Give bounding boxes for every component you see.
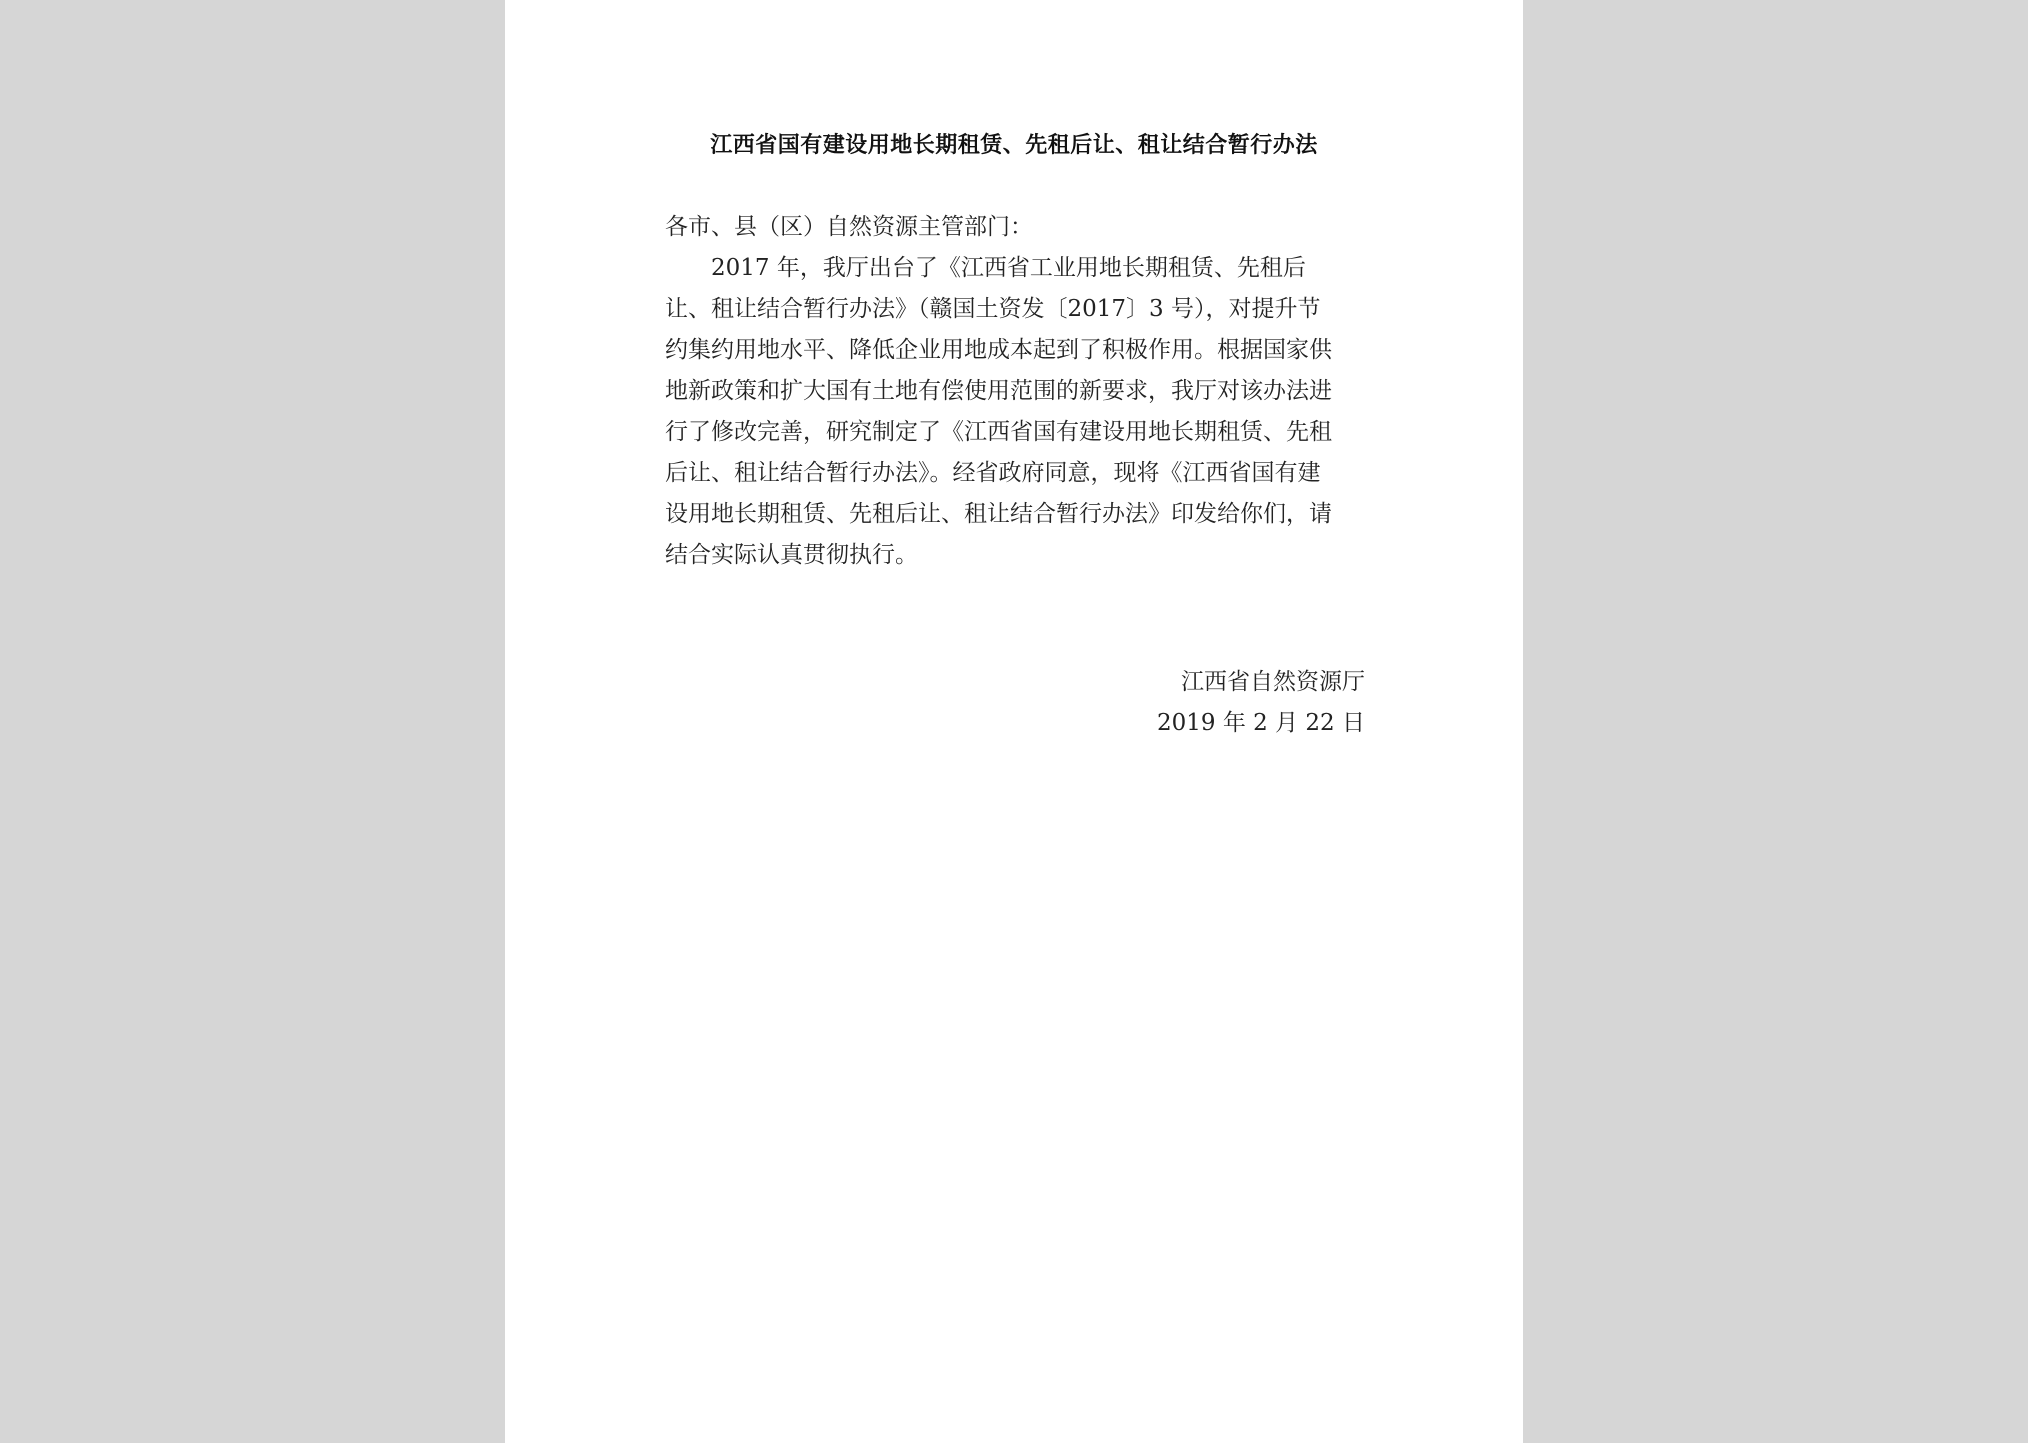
document-body	[665, 207, 1365, 576]
body-line: 地新政策和扩大国有土地有偿使用范围的新要求，我厅对该办法进	[665, 378, 1332, 404]
signature-block	[1157, 662, 1365, 744]
body-line: 让、租让结合暂行办法》（赣国土资发〔2017〕3 号），对提升节	[665, 296, 1321, 322]
body-line: 行了修改完善，研究制定了《江西省国有建设用地长期租赁、先租	[665, 419, 1332, 445]
body-line: 约集约用地水平、降低企业用地成本起到了积极作用。根据国家供	[665, 337, 1332, 363]
document-page	[505, 0, 1523, 1443]
body-line: 2017 年，我厅出台了《江西省工业用地长期租赁、先租后	[711, 255, 1306, 281]
document-title: 江西省国有建设用地长期租赁、先租后让、租让结合暂行办法	[710, 132, 1318, 158]
salutation: 各市、县（区）自然资源主管部门：	[665, 214, 1033, 240]
signature-issuer: 江西省自然资源厅	[1181, 669, 1365, 695]
body-line: 设用地长期租赁、先租后让、租让结合暂行办法》印发给你们，请	[665, 501, 1332, 527]
signature-date: 2019 年 2 月 22 日	[1157, 710, 1365, 736]
body-line: 后让、租让结合暂行办法》。经省政府同意，现将《江西省国有建	[665, 460, 1321, 486]
body-line: 结合实际认真贯彻执行。	[665, 542, 918, 568]
body-paragraph	[665, 248, 1365, 576]
